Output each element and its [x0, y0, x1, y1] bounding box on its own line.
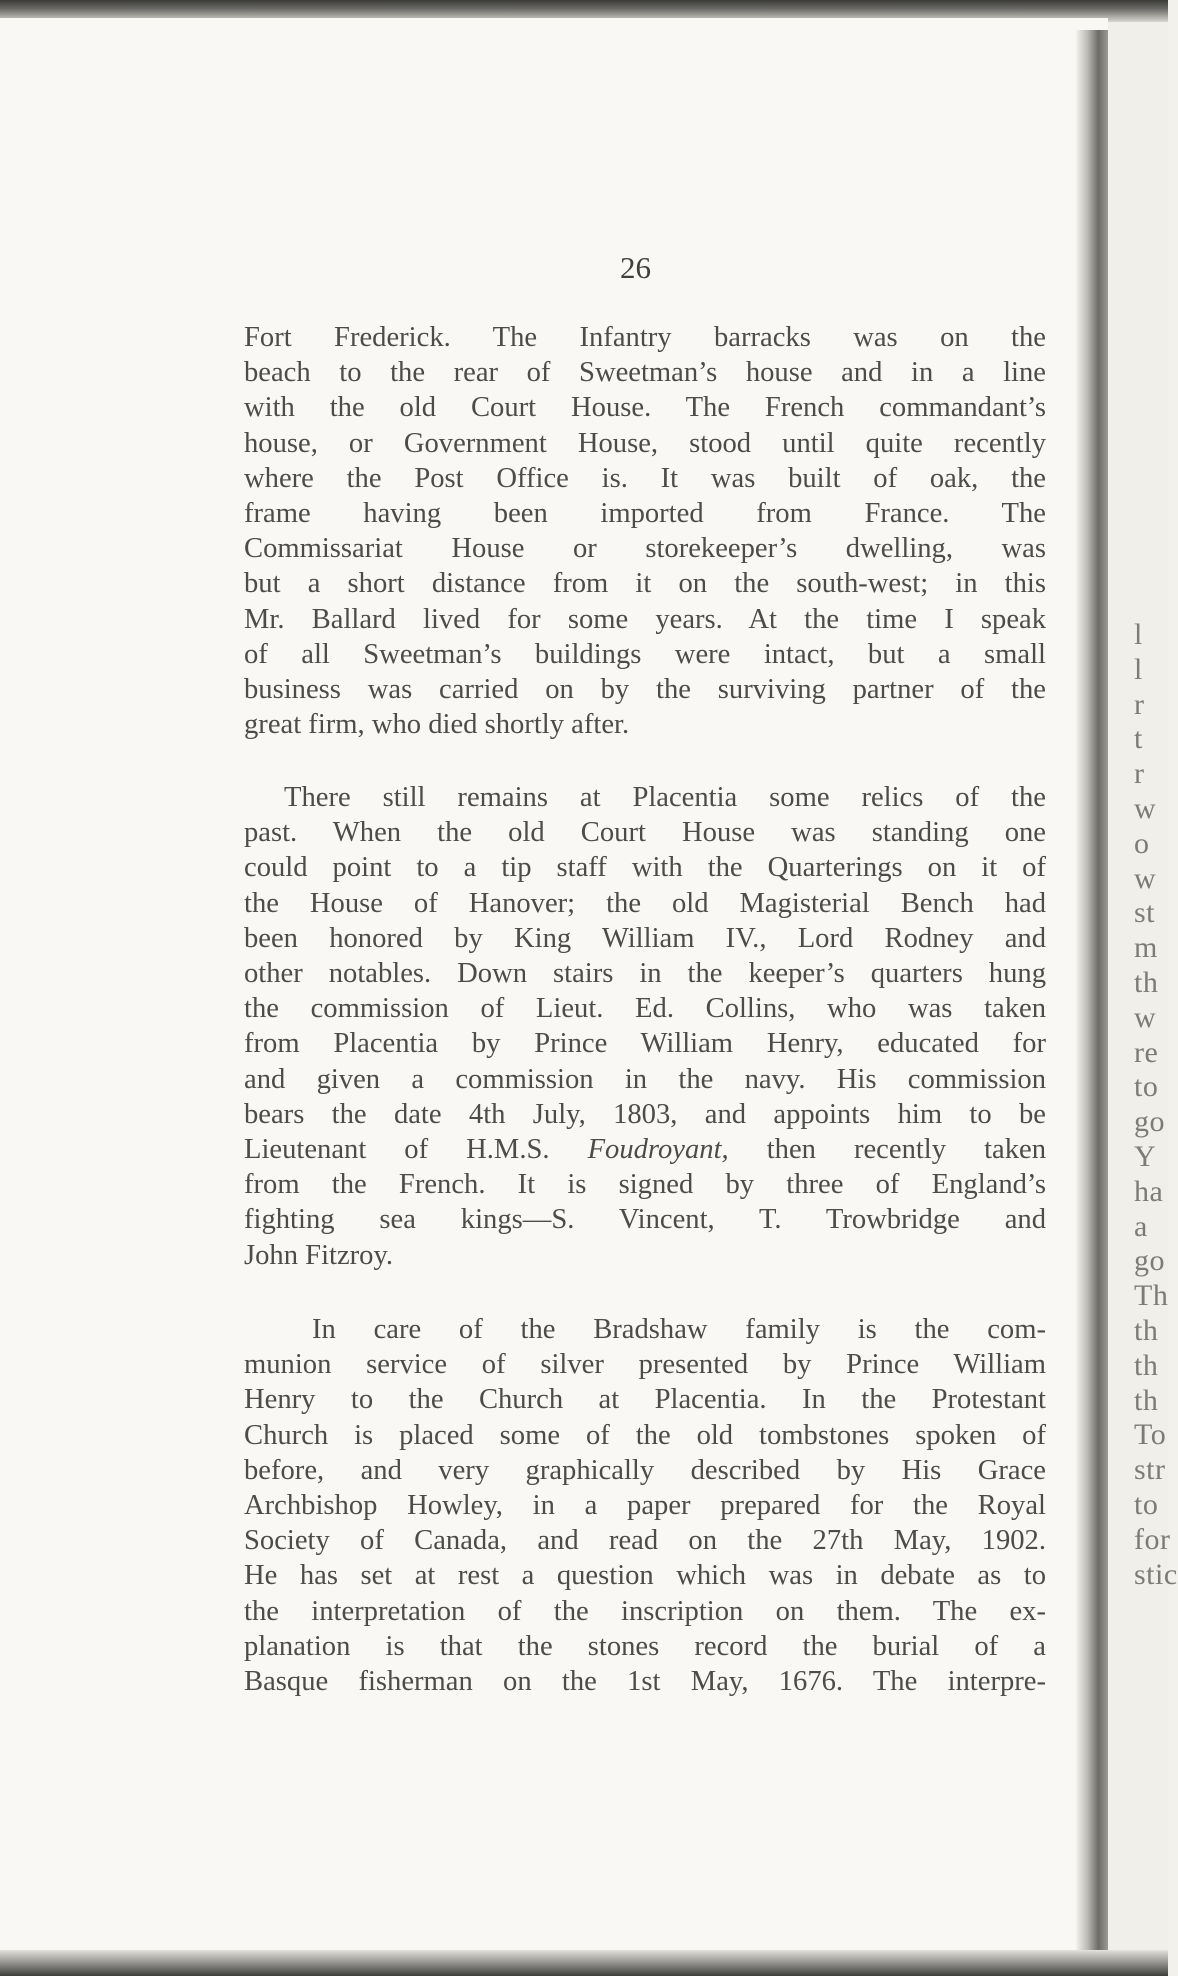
paragraph-3 [244, 1312, 1046, 1699]
text-segment: Lieutenant of H.M.S. [244, 1134, 550, 1166]
adjacent-page-fragment: to [1134, 1070, 1159, 1104]
text-line: the commission of Lieut. Ed. Collins, who was taken [244, 993, 1046, 1025]
text-line: where the Post Office is. It was built of oak, the [244, 462, 1046, 494]
text-line: He has set at rest a question which was in debate as to [244, 1560, 1046, 1592]
text-line: bears the date 4th July, 1803, and appoints him to be [244, 1098, 1046, 1130]
adjacent-page-fragment: Y [1134, 1140, 1157, 1173]
text-line: business was carried on by the surviving partner of the [244, 674, 1046, 706]
adjacent-page-fragment: l [1134, 618, 1143, 651]
adjacent-page-fragment: for [1134, 1522, 1171, 1556]
adjacent-page-fragment: t [1134, 722, 1143, 756]
text-line: past. When the old Court House was standing one [244, 817, 1046, 849]
paragraph-1 [244, 320, 1046, 742]
adjacent-page-fragment: r [1134, 687, 1145, 721]
ship-name: Foudroyant, [587, 1134, 729, 1166]
adjacent-page-fragment: w [1134, 861, 1157, 895]
page-number: 26 [620, 250, 651, 285]
text-line: of all Sweetman’s buildings were intact, but a small [244, 638, 1046, 670]
adjacent-page-fragment: r [1134, 757, 1145, 791]
paragraph-2 [244, 780, 1046, 1273]
adjacent-page-fragment: go [1134, 1244, 1165, 1278]
adjacent-page-fragment: w [1134, 1000, 1157, 1034]
text-line: John Fitzroy. [244, 1239, 394, 1271]
text-line: munion service of silver presented by Prince William [244, 1349, 1046, 1381]
adjacent-page-fragment: to [1134, 1488, 1159, 1521]
book-gutter [1076, 30, 1108, 1950]
text-line: Society of Canada, and read on the 27th May, 1902. [244, 1525, 1046, 1557]
text-line: from Placentia by Prince William Henry, educated for [244, 1028, 1046, 1060]
text-line: Archbishop Howley, in a paper prepared for the Royal [244, 1490, 1046, 1522]
text-line: In care of the Bradshaw family is the com- [312, 1314, 1046, 1345]
text-line: the House of Hanover; the old Magisterial Bench had [244, 887, 1046, 919]
text-line: Commissariat House or storekeeper’s dwelling, was [244, 533, 1046, 565]
text-line: been honored by King William IV., Lord Rodney and [244, 922, 1046, 954]
adjacent-page-fragment: To [1134, 1418, 1167, 1452]
text-line: from the French. It is signed by three of England’s [244, 1169, 1046, 1201]
text-line: house, or Government House, stood until quite recently [244, 427, 1046, 459]
adjacent-page-fragment: str [1134, 1453, 1166, 1487]
text-line: beach to the rear of Sweetman’s house and in a line [244, 357, 1046, 389]
text-line: before, and very graphically described by His Grace [244, 1454, 1046, 1486]
text-line-with-ship-name [244, 1132, 1046, 1167]
text-line: planation is that the stones record the burial of a [244, 1630, 1046, 1662]
adjacent-page-fragment: l [1134, 652, 1143, 686]
adjacent-page-fragment: th [1134, 1383, 1159, 1417]
text-line: other notables. Down stairs in the keeper’s quarters hung [244, 958, 1046, 990]
text-line: but a short distance from it on the south-west; in this [244, 568, 1046, 600]
text-line: Church is placed some of the old tombstones spoken of [244, 1419, 1046, 1451]
adjacent-page-fragment: m [1134, 931, 1158, 965]
text-line: fighting sea kings—S. Vincent, T. Trowbridge and [244, 1204, 1046, 1236]
adjacent-page-fragment: w [1134, 792, 1157, 825]
text-line: could point to a tip staff with the Quarterings on it of [244, 852, 1046, 884]
scan-bottom-edge [0, 1950, 1168, 1976]
adjacent-page-edge [1108, 22, 1178, 1950]
adjacent-page-fragment: re [1134, 1035, 1159, 1069]
adjacent-page-fragment: st [1134, 896, 1156, 930]
text-line: with the old Court House. The French commandant’s [244, 392, 1046, 424]
text-line: Basque fisherman on the 1st May, 1676. The interpre- [244, 1666, 1046, 1698]
text-line: Fort Frederick. The Infantry barracks was on the [244, 322, 1046, 353]
text-line: great firm, who died shortly after. [244, 709, 630, 741]
text-segment: then recently taken [766, 1134, 1046, 1166]
adjacent-page-fragment: Th [1134, 1279, 1169, 1313]
adjacent-page-fragment: o [1134, 826, 1150, 860]
text-line: Henry to the Church at Placentia. In the Protestant [244, 1384, 1046, 1416]
text-line: the interpretation of the inscription on them. The ex- [244, 1595, 1046, 1627]
text-line: There still remains at Placentia some relics of the [284, 782, 1046, 813]
text-line: frame having been imported from France. The [244, 498, 1046, 530]
adjacent-page-fragment: th [1134, 1314, 1159, 1347]
adjacent-page-fragment: a [1134, 1209, 1148, 1243]
text-line: Mr. Ballard lived for some years. At the time I speak [244, 603, 1046, 635]
adjacent-page-fragment: th [1134, 966, 1159, 999]
adjacent-page-fragment: th [1134, 1348, 1159, 1382]
adjacent-page-fragment: ha [1134, 1174, 1164, 1208]
adjacent-page-fragment: stic [1134, 1557, 1178, 1591]
adjacent-page-fragment: go [1134, 1105, 1165, 1139]
text-line: and given a commission in the navy. His commission [244, 1063, 1046, 1095]
